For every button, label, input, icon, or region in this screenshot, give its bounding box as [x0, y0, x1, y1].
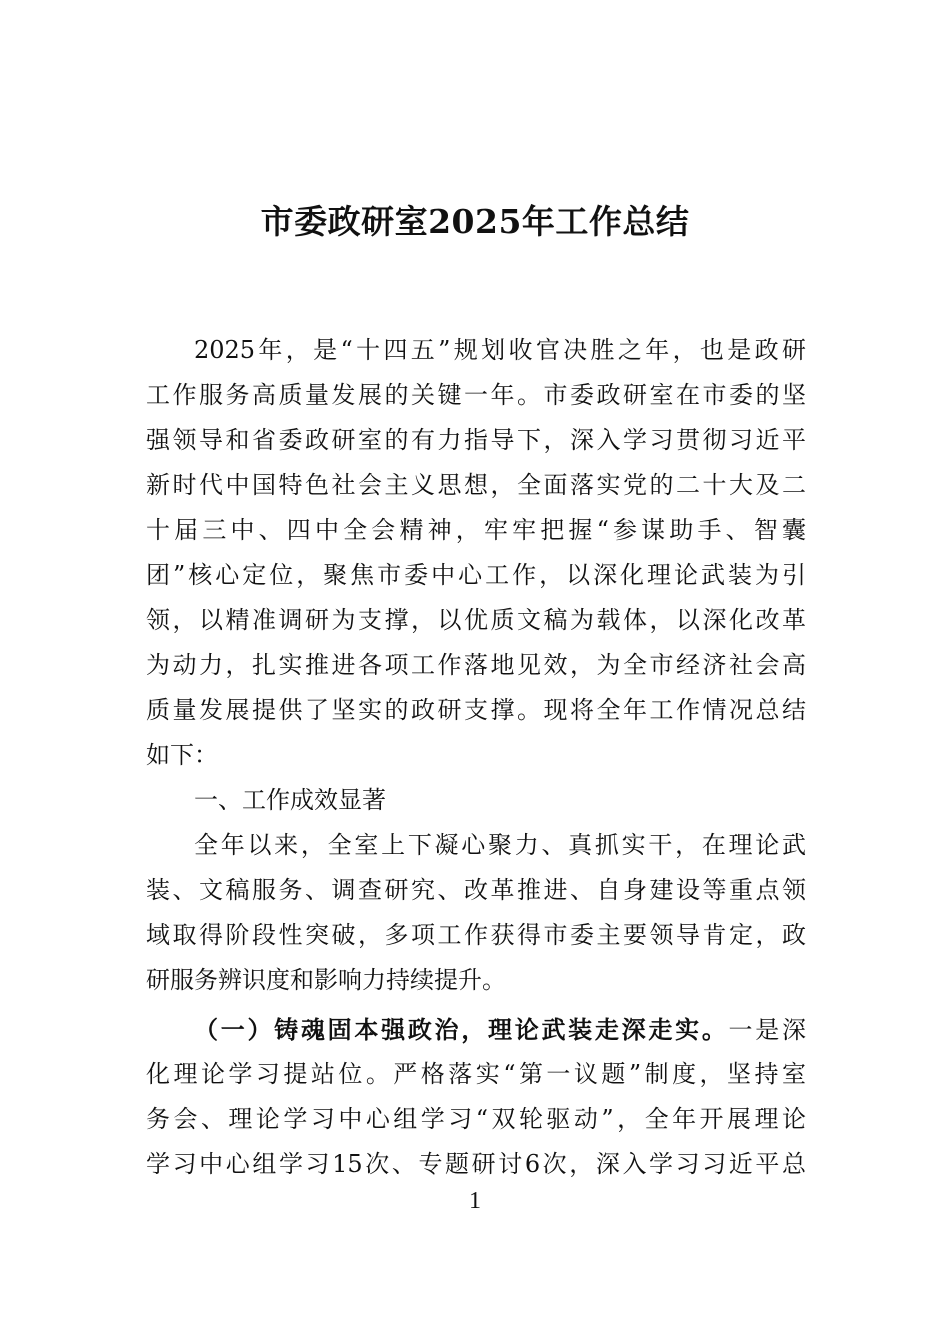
- paragraph-line: 为动力，扎实推进各项工作落地见效，为全市经济社会高: [146, 651, 806, 679]
- paragraph-line: 质量发展提供了坚实的政研支撑。现将全年工作情况总结: [146, 696, 806, 724]
- paragraph-line: 领，以精准调研为支撑，以优质文稿为载体，以深化改革: [146, 606, 806, 634]
- paragraph-line: 强领导和省委政研室的有力指导下，深入学习贯彻习近平: [146, 426, 806, 454]
- document-body: [146, 328, 806, 1187]
- page-number: 1: [469, 1188, 481, 1214]
- paragraph-line: 学习中心组学习15次、专题研讨6次，深入学习习近平总: [146, 1150, 806, 1178]
- paragraph-line: 团”核心定位，聚焦市委中心工作，以深化理论武装为引: [146, 561, 806, 589]
- paragraph-line: 十届三中、四中全会精神，牢牢把握“参谋助手、智囊: [146, 516, 806, 544]
- paragraph-line: 如下：: [146, 741, 218, 769]
- document-title: 市委政研室2025年工作总结: [260, 202, 690, 241]
- paragraph-line: 全年以来，全室上下凝心聚力、真抓实干，在理论武: [194, 831, 806, 859]
- paragraph-line: 2025年，是“十四五”规划收官决胜之年，也是政研: [194, 336, 806, 364]
- paragraph-line: 域取得阶段性突破，多项工作获得市委主要领导肯定，政: [146, 921, 806, 949]
- paragraph-line: 化理论学习提站位。严格落实“第一议题”制度，坚持室: [146, 1060, 806, 1088]
- subsection-first-line: [146, 1007, 806, 1052]
- paragraph-line: 工作服务高质量发展的关键一年。市委政研室在市委的坚: [146, 381, 806, 409]
- paragraph-line: 研服务辨识度和影响力持续提升。: [146, 966, 506, 994]
- paragraph-line: 新时代中国特色社会主义思想，全面落实党的二十大及二: [146, 471, 806, 499]
- paragraph-line: 装、文稿服务、调查研究、改革推进、自身建设等重点领: [146, 876, 806, 904]
- subsection-first-line-rest: 一是深: [728, 1016, 807, 1044]
- paragraph-line: 务会、理论学习中心组学习“双轮驱动”，全年开展理论: [146, 1105, 806, 1133]
- subsection-heading: （一）铸魂固本强政治，理论武装走深走实。: [194, 1015, 729, 1044]
- section-heading: 一、工作成效显著: [194, 786, 386, 814]
